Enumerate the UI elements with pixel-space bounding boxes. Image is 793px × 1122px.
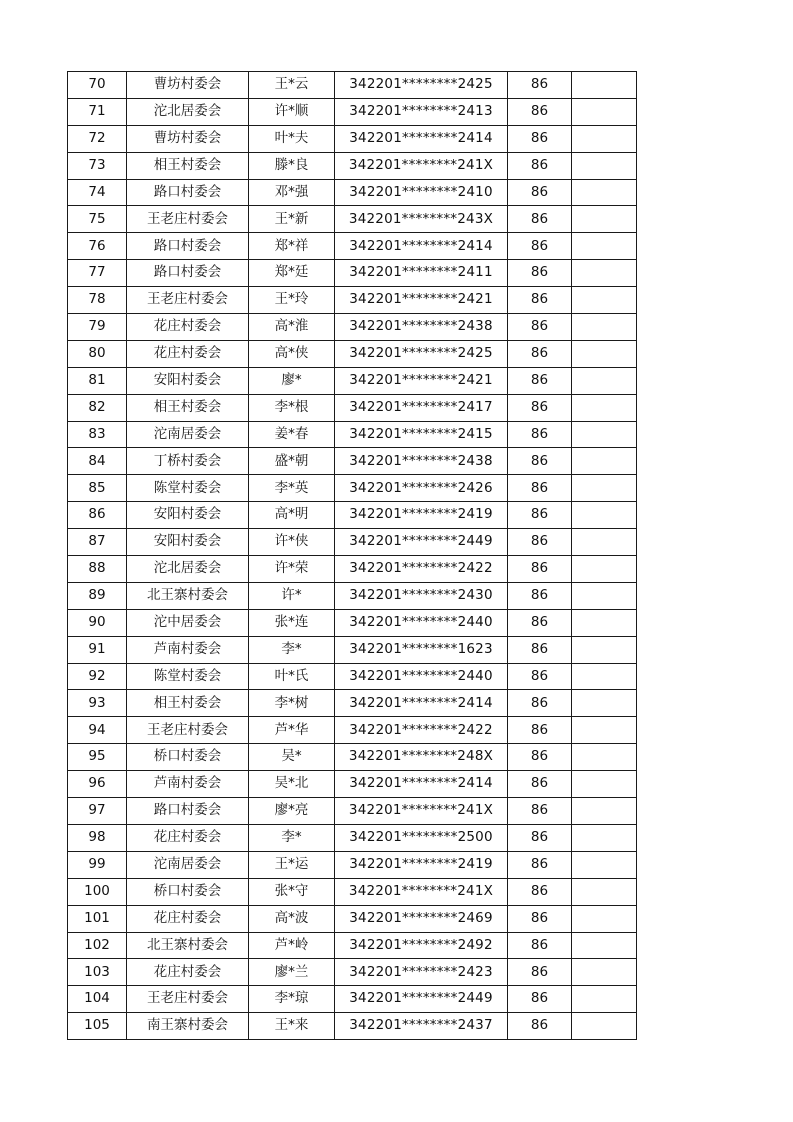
unit-cell: 沱中居委会 — [127, 609, 249, 636]
amount-cell: 86 — [508, 824, 572, 851]
note-cell — [572, 72, 637, 99]
note-cell — [572, 98, 637, 125]
table-row — [68, 986, 637, 1013]
table-row — [68, 556, 637, 583]
person-name-cell: 王*新 — [249, 206, 335, 233]
row-number-cell: 75 — [68, 206, 127, 233]
amount-cell: 86 — [508, 340, 572, 367]
amount-cell: 86 — [508, 152, 572, 179]
note-cell — [572, 314, 637, 341]
person-name-cell: 郑*廷 — [249, 260, 335, 287]
unit-cell: 芦南村委会 — [127, 771, 249, 798]
person-name-cell: 许*侠 — [249, 529, 335, 556]
note-cell — [572, 394, 637, 421]
row-number-cell: 71 — [68, 98, 127, 125]
id-number-cell: 342201********2411 — [335, 260, 508, 287]
table-row — [68, 798, 637, 825]
row-number-cell: 104 — [68, 986, 127, 1013]
unit-cell: 花庄村委会 — [127, 340, 249, 367]
note-cell — [572, 1013, 637, 1040]
table-row — [68, 744, 637, 771]
amount-cell: 86 — [508, 502, 572, 529]
note-cell — [572, 851, 637, 878]
amount-cell: 86 — [508, 529, 572, 556]
unit-cell: 路口村委会 — [127, 179, 249, 206]
id-number-cell: 342201********2500 — [335, 824, 508, 851]
id-number-cell: 342201********2438 — [335, 314, 508, 341]
person-name-cell: 郑*祥 — [249, 233, 335, 260]
unit-cell: 桥口村委会 — [127, 878, 249, 905]
id-number-cell: 342201********2423 — [335, 959, 508, 986]
row-number-cell: 91 — [68, 636, 127, 663]
amount-cell: 86 — [508, 690, 572, 717]
table-row — [68, 206, 637, 233]
table-row — [68, 314, 637, 341]
row-number-cell: 103 — [68, 959, 127, 986]
note-cell — [572, 878, 637, 905]
table-row — [68, 1013, 637, 1040]
person-name-cell: 王*云 — [249, 72, 335, 99]
table-row — [68, 851, 637, 878]
unit-cell: 相王村委会 — [127, 152, 249, 179]
unit-cell: 北王寨村委会 — [127, 582, 249, 609]
person-name-cell: 许* — [249, 582, 335, 609]
note-cell — [572, 287, 637, 314]
table-row — [68, 233, 637, 260]
note-cell — [572, 663, 637, 690]
note-cell — [572, 233, 637, 260]
person-name-cell: 王*来 — [249, 1013, 335, 1040]
amount-cell: 86 — [508, 636, 572, 663]
note-cell — [572, 986, 637, 1013]
note-cell — [572, 582, 637, 609]
row-number-cell: 73 — [68, 152, 127, 179]
table-row — [68, 905, 637, 932]
table-row — [68, 502, 637, 529]
table-row — [68, 529, 637, 556]
table-row — [68, 448, 637, 475]
note-cell — [572, 556, 637, 583]
table-row — [68, 125, 637, 152]
table-row — [68, 260, 637, 287]
amount-cell: 86 — [508, 448, 572, 475]
amount-cell: 86 — [508, 905, 572, 932]
amount-cell: 86 — [508, 394, 572, 421]
person-name-cell: 高*明 — [249, 502, 335, 529]
table-row — [68, 663, 637, 690]
amount-cell: 86 — [508, 986, 572, 1013]
table-row — [68, 771, 637, 798]
row-number-cell: 96 — [68, 771, 127, 798]
unit-cell: 路口村委会 — [127, 233, 249, 260]
row-number-cell: 94 — [68, 717, 127, 744]
amount-cell: 86 — [508, 1013, 572, 1040]
row-number-cell: 85 — [68, 475, 127, 502]
person-name-cell: 张*连 — [249, 609, 335, 636]
unit-cell: 陈堂村委会 — [127, 663, 249, 690]
note-cell — [572, 206, 637, 233]
row-number-cell: 81 — [68, 367, 127, 394]
person-name-cell: 芦*岭 — [249, 932, 335, 959]
note-cell — [572, 690, 637, 717]
person-name-cell: 姜*春 — [249, 421, 335, 448]
roster-table — [67, 71, 637, 1040]
row-number-cell: 100 — [68, 878, 127, 905]
id-number-cell: 342201********2421 — [335, 367, 508, 394]
unit-cell: 沱北居委会 — [127, 556, 249, 583]
id-number-cell: 342201********2414 — [335, 771, 508, 798]
table-row — [68, 609, 637, 636]
amount-cell: 86 — [508, 125, 572, 152]
note-cell — [572, 636, 637, 663]
person-name-cell: 王*运 — [249, 851, 335, 878]
amount-cell: 86 — [508, 717, 572, 744]
note-cell — [572, 798, 637, 825]
unit-cell: 丁桥村委会 — [127, 448, 249, 475]
table-row — [68, 394, 637, 421]
amount-cell: 86 — [508, 72, 572, 99]
note-cell — [572, 179, 637, 206]
table-row — [68, 421, 637, 448]
note-cell — [572, 475, 637, 502]
amount-cell: 86 — [508, 609, 572, 636]
amount-cell: 86 — [508, 179, 572, 206]
table-row — [68, 824, 637, 851]
amount-cell: 86 — [508, 206, 572, 233]
amount-cell: 86 — [508, 744, 572, 771]
person-name-cell: 高*淮 — [249, 314, 335, 341]
amount-cell: 86 — [508, 878, 572, 905]
id-number-cell: 342201********2421 — [335, 287, 508, 314]
id-number-cell: 342201********2419 — [335, 502, 508, 529]
row-number-cell: 97 — [68, 798, 127, 825]
table-row — [68, 179, 637, 206]
unit-cell: 芦南村委会 — [127, 636, 249, 663]
row-number-cell: 76 — [68, 233, 127, 260]
row-number-cell: 80 — [68, 340, 127, 367]
amount-cell: 86 — [508, 771, 572, 798]
row-number-cell: 99 — [68, 851, 127, 878]
id-number-cell: 342201********2422 — [335, 717, 508, 744]
row-number-cell: 88 — [68, 556, 127, 583]
unit-cell: 王老庄村委会 — [127, 986, 249, 1013]
table-row — [68, 152, 637, 179]
note-cell — [572, 959, 637, 986]
person-name-cell: 李*英 — [249, 475, 335, 502]
id-number-cell: 342201********241X — [335, 798, 508, 825]
table-row — [68, 932, 637, 959]
id-number-cell: 342201********2410 — [335, 179, 508, 206]
row-number-cell: 93 — [68, 690, 127, 717]
row-number-cell: 105 — [68, 1013, 127, 1040]
row-number-cell: 90 — [68, 609, 127, 636]
unit-cell: 曹坊村委会 — [127, 72, 249, 99]
table-row — [68, 340, 637, 367]
amount-cell: 86 — [508, 851, 572, 878]
unit-cell: 安阳村委会 — [127, 502, 249, 529]
id-number-cell: 342201********241X — [335, 152, 508, 179]
amount-cell: 86 — [508, 582, 572, 609]
id-number-cell: 342201********2414 — [335, 233, 508, 260]
table-row — [68, 72, 637, 99]
unit-cell: 沱南居委会 — [127, 851, 249, 878]
id-number-cell: 342201********2422 — [335, 556, 508, 583]
unit-cell: 王老庄村委会 — [127, 287, 249, 314]
person-name-cell: 叶*夫 — [249, 125, 335, 152]
id-number-cell: 342201********241X — [335, 878, 508, 905]
table-row — [68, 690, 637, 717]
table-row — [68, 959, 637, 986]
amount-cell: 86 — [508, 367, 572, 394]
table-row — [68, 582, 637, 609]
row-number-cell: 83 — [68, 421, 127, 448]
id-number-cell: 342201********2414 — [335, 125, 508, 152]
id-number-cell: 342201********2425 — [335, 340, 508, 367]
row-number-cell: 101 — [68, 905, 127, 932]
note-cell — [572, 824, 637, 851]
row-number-cell: 95 — [68, 744, 127, 771]
amount-cell: 86 — [508, 287, 572, 314]
person-name-cell: 李*树 — [249, 690, 335, 717]
id-number-cell: 342201********248X — [335, 744, 508, 771]
row-number-cell: 89 — [68, 582, 127, 609]
row-number-cell: 74 — [68, 179, 127, 206]
note-cell — [572, 125, 637, 152]
amount-cell: 86 — [508, 959, 572, 986]
person-name-cell: 廖* — [249, 367, 335, 394]
unit-cell: 花庄村委会 — [127, 905, 249, 932]
row-number-cell: 86 — [68, 502, 127, 529]
unit-cell: 安阳村委会 — [127, 529, 249, 556]
note-cell — [572, 905, 637, 932]
note-cell — [572, 771, 637, 798]
unit-cell: 陈堂村委会 — [127, 475, 249, 502]
unit-cell: 安阳村委会 — [127, 367, 249, 394]
unit-cell: 路口村委会 — [127, 798, 249, 825]
person-name-cell: 吴* — [249, 744, 335, 771]
id-number-cell: 342201********2417 — [335, 394, 508, 421]
row-number-cell: 98 — [68, 824, 127, 851]
amount-cell: 86 — [508, 663, 572, 690]
note-cell — [572, 744, 637, 771]
person-name-cell: 芦*华 — [249, 717, 335, 744]
id-number-cell: 342201********2438 — [335, 448, 508, 475]
row-number-cell: 87 — [68, 529, 127, 556]
note-cell — [572, 529, 637, 556]
person-name-cell: 吴*北 — [249, 771, 335, 798]
table-row — [68, 717, 637, 744]
note-cell — [572, 502, 637, 529]
unit-cell: 沱北居委会 — [127, 98, 249, 125]
note-cell — [572, 367, 637, 394]
row-number-cell: 72 — [68, 125, 127, 152]
id-number-cell: 342201********2449 — [335, 529, 508, 556]
note-cell — [572, 340, 637, 367]
row-number-cell: 92 — [68, 663, 127, 690]
id-number-cell: 342201********2414 — [335, 690, 508, 717]
note-cell — [572, 717, 637, 744]
note-cell — [572, 421, 637, 448]
unit-cell: 花庄村委会 — [127, 824, 249, 851]
id-number-cell: 342201********243X — [335, 206, 508, 233]
person-name-cell: 李* — [249, 636, 335, 663]
person-name-cell: 许*顺 — [249, 98, 335, 125]
id-number-cell: 342201********2425 — [335, 72, 508, 99]
unit-cell: 南王寨村委会 — [127, 1013, 249, 1040]
table-row — [68, 878, 637, 905]
row-number-cell: 77 — [68, 260, 127, 287]
note-cell — [572, 260, 637, 287]
note-cell — [572, 609, 637, 636]
unit-cell: 相王村委会 — [127, 690, 249, 717]
table-row — [68, 475, 637, 502]
person-name-cell: 叶*氏 — [249, 663, 335, 690]
unit-cell: 北王寨村委会 — [127, 932, 249, 959]
unit-cell: 花庄村委会 — [127, 314, 249, 341]
table-row — [68, 287, 637, 314]
id-number-cell: 342201********1623 — [335, 636, 508, 663]
amount-cell: 86 — [508, 932, 572, 959]
table-row — [68, 636, 637, 663]
id-number-cell: 342201********2419 — [335, 851, 508, 878]
note-cell — [572, 448, 637, 475]
id-number-cell: 342201********2492 — [335, 932, 508, 959]
unit-cell: 相王村委会 — [127, 394, 249, 421]
amount-cell: 86 — [508, 314, 572, 341]
person-name-cell: 张*守 — [249, 878, 335, 905]
amount-cell: 86 — [508, 556, 572, 583]
person-name-cell: 邓*强 — [249, 179, 335, 206]
id-number-cell: 342201********2469 — [335, 905, 508, 932]
unit-cell: 花庄村委会 — [127, 959, 249, 986]
amount-cell: 86 — [508, 233, 572, 260]
person-name-cell: 李*根 — [249, 394, 335, 421]
person-name-cell: 许*荣 — [249, 556, 335, 583]
id-number-cell: 342201********2415 — [335, 421, 508, 448]
row-number-cell: 78 — [68, 287, 127, 314]
table-row — [68, 367, 637, 394]
id-number-cell: 342201********2440 — [335, 609, 508, 636]
id-number-cell: 342201********2449 — [335, 986, 508, 1013]
note-cell — [572, 152, 637, 179]
unit-cell: 王老庄村委会 — [127, 717, 249, 744]
table-row — [68, 98, 637, 125]
amount-cell: 86 — [508, 798, 572, 825]
person-name-cell: 高*侠 — [249, 340, 335, 367]
unit-cell: 曹坊村委会 — [127, 125, 249, 152]
person-name-cell: 李*琼 — [249, 986, 335, 1013]
amount-cell: 86 — [508, 421, 572, 448]
amount-cell: 86 — [508, 260, 572, 287]
unit-cell: 桥口村委会 — [127, 744, 249, 771]
row-number-cell: 102 — [68, 932, 127, 959]
person-name-cell: 滕*良 — [249, 152, 335, 179]
person-name-cell: 王*玲 — [249, 287, 335, 314]
id-number-cell: 342201********2426 — [335, 475, 508, 502]
person-name-cell: 高*波 — [249, 905, 335, 932]
id-number-cell: 342201********2440 — [335, 663, 508, 690]
person-name-cell: 盛*朝 — [249, 448, 335, 475]
person-name-cell: 廖*兰 — [249, 959, 335, 986]
person-name-cell: 廖*亮 — [249, 798, 335, 825]
amount-cell: 86 — [508, 475, 572, 502]
unit-cell: 路口村委会 — [127, 260, 249, 287]
unit-cell: 王老庄村委会 — [127, 206, 249, 233]
row-number-cell: 82 — [68, 394, 127, 421]
unit-cell: 沱南居委会 — [127, 421, 249, 448]
note-cell — [572, 932, 637, 959]
id-number-cell: 342201********2430 — [335, 582, 508, 609]
id-number-cell: 342201********2437 — [335, 1013, 508, 1040]
roster-table-body — [68, 72, 637, 1040]
id-number-cell: 342201********2413 — [335, 98, 508, 125]
row-number-cell: 79 — [68, 314, 127, 341]
row-number-cell: 84 — [68, 448, 127, 475]
row-number-cell: 70 — [68, 72, 127, 99]
person-name-cell: 李* — [249, 824, 335, 851]
amount-cell: 86 — [508, 98, 572, 125]
